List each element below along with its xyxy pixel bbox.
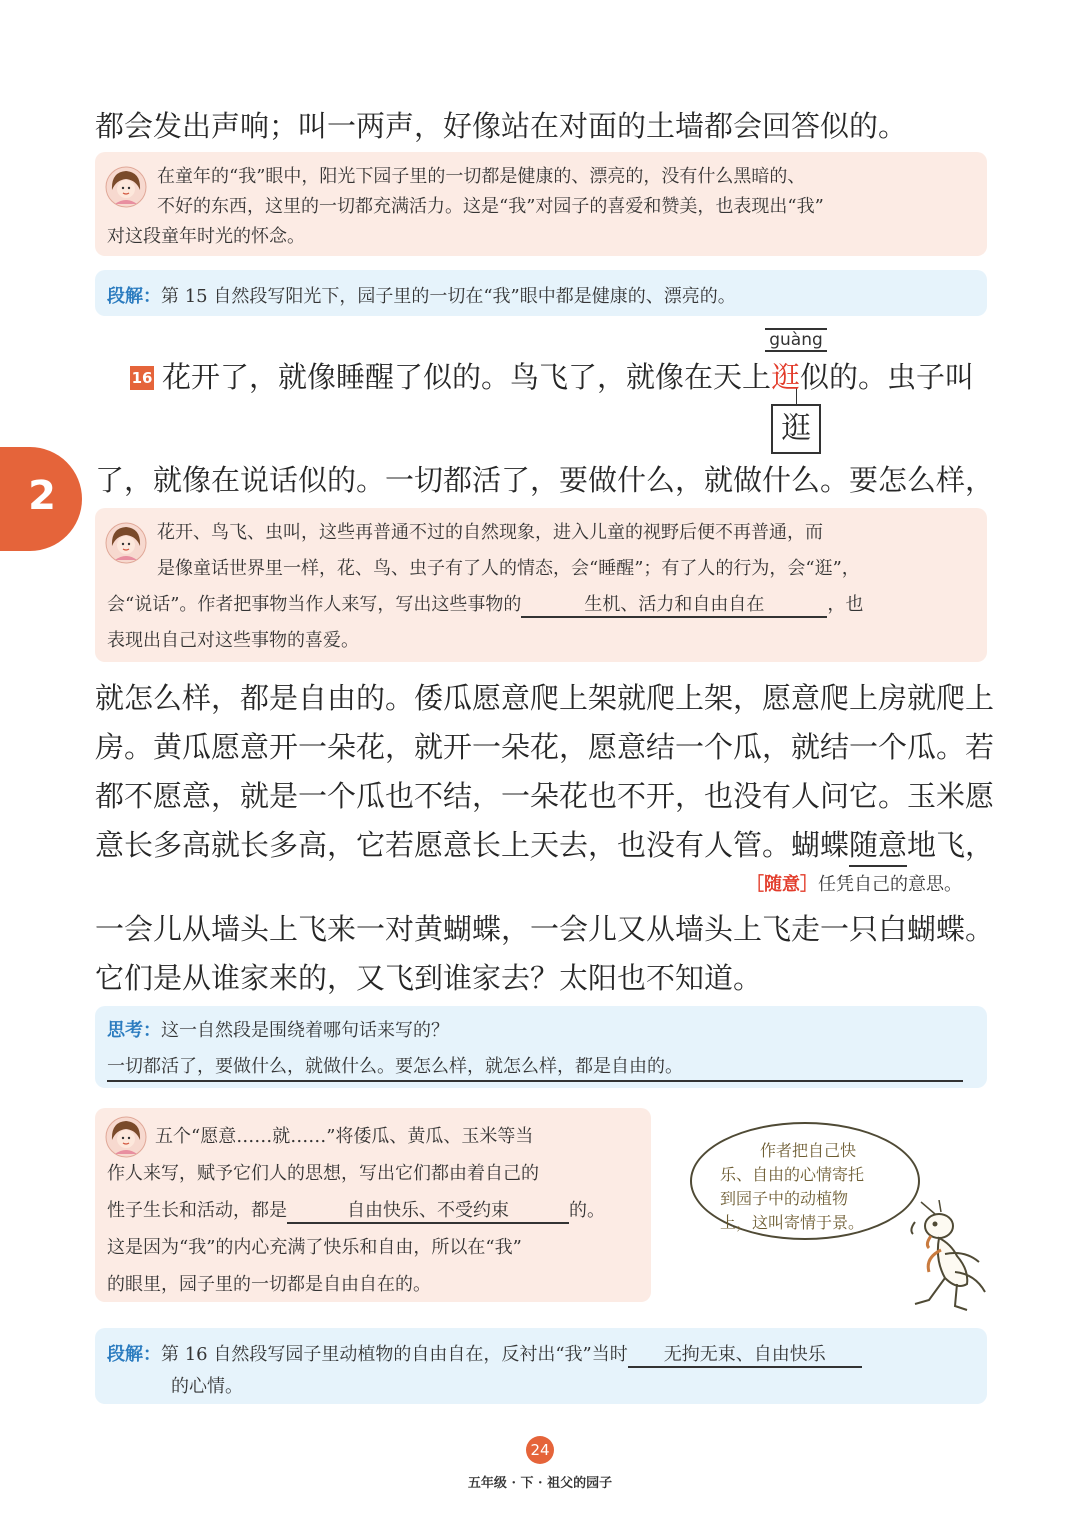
highlight-char: 逛 [771, 360, 801, 394]
paragraph-number: 16 [130, 366, 154, 390]
bubble-line: 作者把自己快 [760, 1141, 857, 1160]
note-line: 不好的东西，这里的一切都充满活力。这是“我”对园子的喜爱和赞美，也表现出“我” [157, 196, 824, 217]
text-run: 花开了，就像睡醒了似的。鸟飞了，就像在天上 [162, 360, 772, 394]
word-gloss [746, 870, 962, 896]
note-line: 的眼里，园子里的一切都是自由自在的。 [107, 1274, 431, 1295]
text-run: 的。 [569, 1200, 605, 1221]
paragraph-line: 房。黄瓜愿意开一朵花，就开一朵花，愿意结一个瓜，就结一个瓜。若 [95, 730, 995, 764]
answer-blank: 自由快乐、不受约束 [287, 1196, 569, 1224]
footer-title: 五年级 · 下 · 祖父的园子 [467, 1476, 613, 1491]
annotation-note [95, 1108, 651, 1302]
section-summary [95, 270, 987, 316]
summary-text: 的心情。 [171, 1376, 243, 1397]
gloss-text: 任凭自己的意思。 [818, 874, 962, 895]
note-line: 在童年的“我”眼中，阳光下园子里的一切都是健康的、漂亮的，没有什么黑暗的、 [157, 166, 806, 187]
paragraph-line: 就怎么样，都是自由的。倭瓜愿意爬上架就爬上架，愿意爬上房就爬上 [95, 681, 995, 715]
note-line: 是像童话世界里一样，花、鸟、虫子有了人的情态，会“睡醒”；有了人的行为，会“逛”， [157, 558, 860, 579]
bracket: ］ [800, 874, 818, 895]
paragraph-line: 都不愿意，就是一个瓜也不结，一朵花也不开，也没有人问它。玉米愿 [95, 779, 995, 813]
text-run: 性子生长和活动，都是 [107, 1200, 287, 1221]
note-line [107, 590, 863, 618]
teacher-avatar-icon [105, 1116, 147, 1158]
text-run: 似的。虫子叫 [800, 360, 975, 394]
bubble-line: 乐、自由的心情寄托 [720, 1165, 865, 1184]
annotation-note [95, 508, 987, 662]
page-number: 24 [526, 1436, 554, 1464]
paragraph-line: 一会儿从墙头上飞来一对黄蝴蝶，一会儿又从墙头上飞走一只白蝴蝶。 [95, 912, 995, 946]
summary-label: 段解： [107, 1344, 161, 1365]
text-run: 地飞， [907, 828, 995, 862]
think-answer: 一切都活了，要做什么，就做什么。要怎么样，就怎么样，都是自由的。 [107, 1052, 963, 1082]
bracket: ［ [746, 874, 764, 895]
text-run: ，也 [827, 594, 864, 615]
teacher-avatar-icon [105, 522, 147, 564]
summary-text: 第 16 自然段写园子里动植物的自由自在，反衬出“我”当时 [161, 1344, 628, 1365]
grasshopper-icon [895, 1200, 995, 1312]
bubble-line: 到园子中的动植物 [720, 1189, 849, 1208]
underlined-word: 随意 [849, 825, 907, 867]
text-run: 会“说话”。作者把事物当作人来写，写出这些事物的 [107, 594, 522, 615]
annotation-note [95, 152, 987, 256]
thought-bubble [690, 1122, 920, 1240]
paragraph-line [95, 821, 995, 870]
note-line: 花开、鸟飞、虫叫，这些再普通不过的自然现象，进入儿童的视野后便不再普通，而 [157, 522, 823, 543]
teacher-avatar-icon [105, 166, 147, 208]
note-line: 五个“愿意……就……”将倭瓜、黄瓜、玉米等当 [155, 1126, 534, 1147]
summary-label: 段解： [107, 286, 161, 307]
summary-text: 第 15 自然段写阳光下，园子里的一切在“我”眼中都是健康的、漂亮的。 [161, 286, 736, 307]
answer-blank: 生机、活力和自由自在 [521, 590, 827, 618]
answer-blank: 无拘无束、自由快乐 [628, 1340, 862, 1368]
think-question: 这一自然段是围绕着哪句话来写的？ [161, 1020, 449, 1041]
note-line: 作人来写，赋予它们人的思想，写出它们都由着自己的 [107, 1163, 539, 1184]
paragraph-16-line [130, 353, 990, 402]
gloss-term: 随意 [764, 874, 800, 895]
paragraph-line: 都会发出声响；叫一两声，好像站在对面的土墙都会回答似的。 [95, 109, 908, 143]
paragraph-line: 它们是从谁家来的，又飞到谁家去？太阳也不知道。 [95, 961, 763, 995]
note-line [107, 1196, 605, 1224]
paragraph-line: 了，就像在说话似的。一切都活了，要做什么，就做什么。要怎么样， [95, 463, 995, 497]
note-line: 这是因为“我”的内心充满了快乐和自由，所以在“我” [107, 1237, 522, 1258]
note-line: 对这段童年时光的怀念。 [107, 226, 305, 247]
text-run: 意长多高就长多高，它若愿意长上天去，也没有人管。蝴蝶 [95, 828, 850, 862]
note-line: 表现出自己对这些事物的喜爱。 [107, 630, 359, 651]
think-box [95, 1006, 987, 1088]
character-box: 逛 [771, 404, 821, 454]
unit-number: 2 [28, 473, 56, 519]
unit-badge [0, 447, 82, 551]
section-summary [95, 1328, 987, 1404]
pinyin-annotation: guàng [765, 328, 827, 352]
bubble-line: 上，这叫寄情于景。 [720, 1213, 865, 1232]
think-label: 思考： [107, 1020, 161, 1041]
